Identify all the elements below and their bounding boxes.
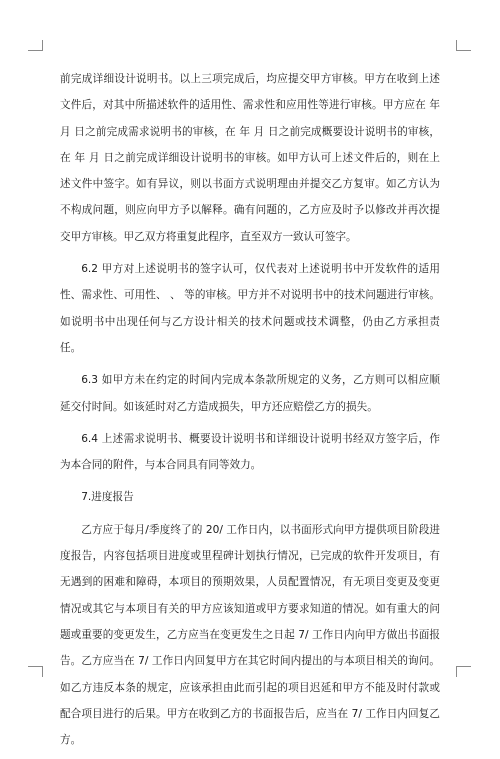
paragraph-6-2: 6.2 甲方对上述说明书的签字认可，仅代表对上述说明书中开发软件的适用性、需求性、可用性、 、 等的审核。甲方并不对说明书中的技术问题进行审核。如说明书中出现任何与乙方设计相关的技术问题或技术调整，仍由乙方承担责任。 [60,263,440,354]
crop-mark-bottom-left [28,666,43,677]
document-body [60,66,440,759]
crop-mark-bottom-right [456,666,471,677]
crop-mark-top-right [456,40,471,51]
paragraph-6-3: 6.3 如甲方未在约定的时间内完成本条款所规定的义务，乙方则可以相应顺延交付时间。如该延时对乙方造成损失，甲方还应赔偿乙方的损失。 [60,374,440,413]
section-heading-progress-report: 7.进度报告 [81,491,134,504]
crop-mark-top-left [28,40,43,51]
paragraph-continued: 前完成详细设计说明书。以上三项完成后，均应提交甲方审核。甲方在收到上述文件后，对其中所描述软件的适用性、需求性和应用性等进行审核。甲方应在 年 月 日之前完成需求说明书的审核，在 年 月 日之前完成概要设计说明书的审核，在 年 月 日之前完成详细设计说明书的审核。如甲方认可上述文件后的，则在上述文件中签字。如有异议，则以书面方式说明理由并提交乙方复审。如乙方认为不构成问题，则应向甲方予以解释。确有问题的，乙方应及时予以修改并再次提交甲方审核。甲乙双方将重复此程序，直至双方一致认可签字。 [60,73,440,243]
paragraph-7-body: 乙方应于每月/季度终了的 20/ 工作日内，以书面形式向甲方提供项目阶段进度报告，内容包括项目进度或里程碑计划执行情况，已完成的软件开发项目，有无遇到的困难和障碍，本项目的预期效果，人员配置情况，有无项目变更及变更情况或其它与本项目有关的甲方应该知道或甲方要求知道的情况。如有重大的问题或重要的变更发生，乙方应当在变更发生之日起 7/ 工作日内向甲方做出书面报告。乙方应当在 7/ 工作日内回复甲方在其它时间内提出的与本项目相关的询问。如乙方违反本条的规定，应该承担由此而引起的项目迟延和甲方不能及时付款或配合项目进行的后果。甲方在收到乙方的书面报告后，应当在 7/ 工作日内回复乙方。 [60,523,440,747]
paragraph-6-4: 6.4 上述需求说明书、概要设计说明书和详细设计说明书经双方签字后，作为本合同的附件，与本合同具有同等效力。 [60,432,440,472]
